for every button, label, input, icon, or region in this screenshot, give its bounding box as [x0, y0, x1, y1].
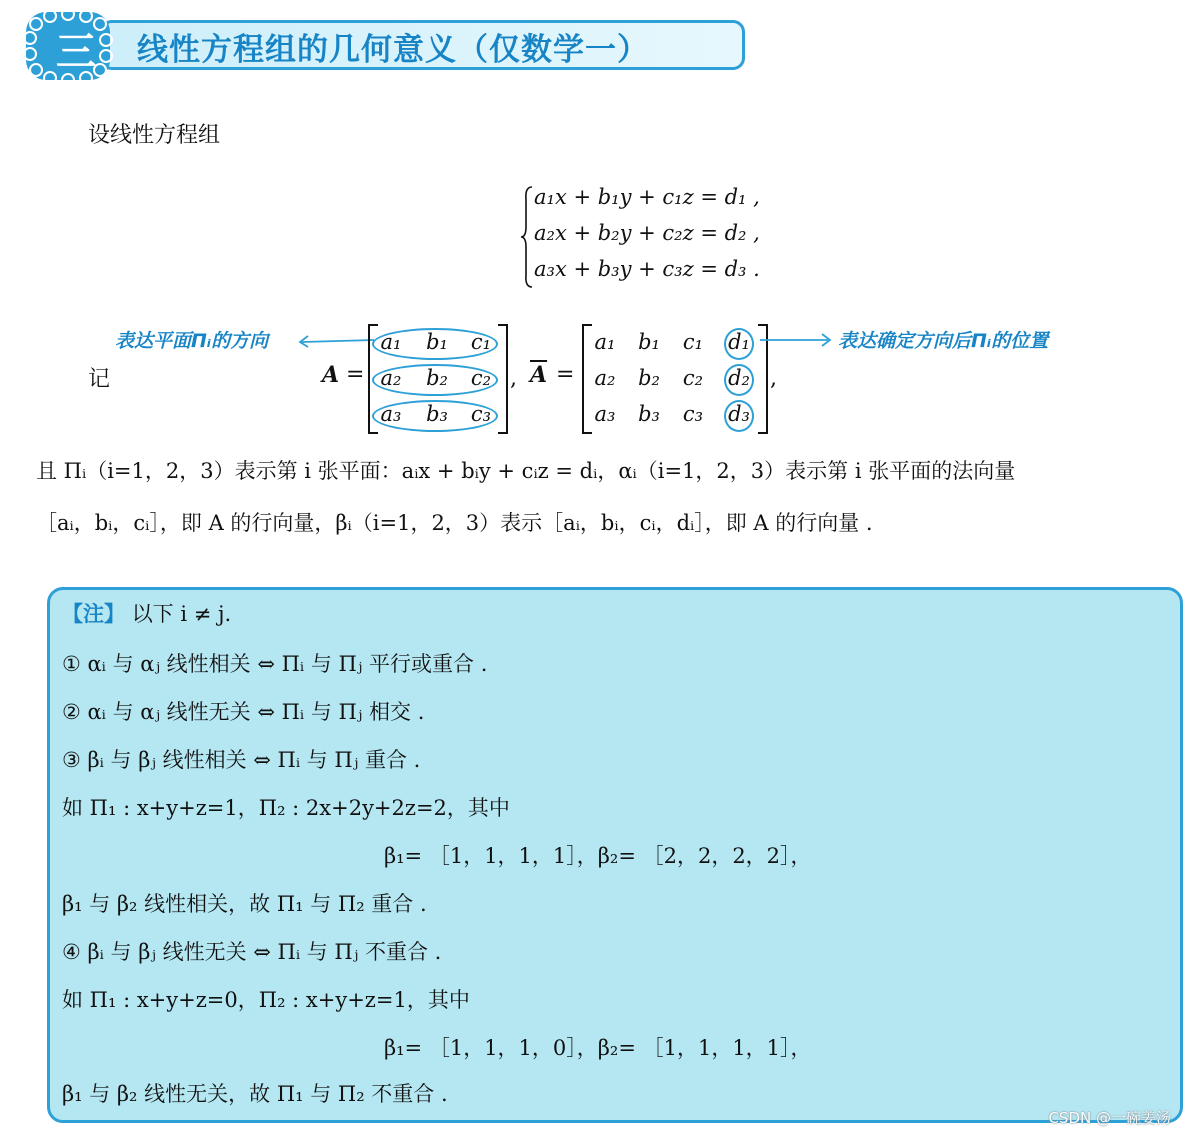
matrix-cell: d₃	[728, 402, 750, 426]
section-title: 线性方程组的几何意义（仅数学一）	[137, 32, 649, 68]
left-brace-icon	[520, 185, 534, 289]
matrix-A-label: A	[322, 362, 340, 388]
matrix-cell: c₂	[470, 366, 492, 390]
matrix-cell: b₁	[638, 330, 660, 354]
matrix-cell: d₁	[728, 330, 750, 354]
note-first-line: 以下 i ≠ j.	[131, 602, 232, 626]
equals-sign-2: =	[556, 362, 575, 387]
matrix-cell: d₂	[728, 366, 750, 390]
equation-1: a₁x + b₁y + c₁z = d₁ ,	[534, 185, 760, 209]
matrix-cell: a₃	[380, 402, 402, 426]
note-conclusion-2: β₁ 与 β₂ 线性无关，故 Π₁ 与 Π₂ 不重合 .	[62, 1082, 448, 1106]
matrix-cell: a₁	[380, 330, 402, 354]
note-header	[62, 598, 231, 628]
matrix-cell: b₂	[426, 366, 448, 390]
matrix-A-bar	[582, 324, 768, 434]
matrix-cell: c₃	[470, 402, 492, 426]
note-vector-1: β₁= ［1，1，1，1］，β₂= ［2，2，2，2］，	[384, 844, 812, 868]
matrix-cell: b₂	[638, 366, 660, 390]
equation-3: a₃x + b₃y + c₃z = d₃ .	[534, 257, 760, 281]
matrix-cell: b₃	[638, 402, 660, 426]
matrix-cell: c₁	[470, 330, 492, 354]
matrix-cell: c₃	[682, 402, 704, 426]
paragraph-2: ［aᵢ，bᵢ，cᵢ］，即 A 的行向量，βᵢ（i=1，2，3）表示［aᵢ，bᵢ，cᵢ，dᵢ］，即 A 的行向量 .	[36, 511, 873, 535]
equation-system	[520, 185, 770, 289]
matrix-Abar-label: $\overline{A}$	[530, 362, 548, 388]
arrow-left-icon	[296, 328, 376, 352]
matrix-cell: a₂	[380, 366, 402, 390]
section-number: 三	[56, 29, 96, 75]
intro-text: 设线性方程组	[88, 123, 221, 148]
matrix-cell: b₃	[426, 402, 448, 426]
matrix-cell: a₂	[594, 366, 616, 390]
comma-2: ,	[770, 366, 777, 391]
comma: ,	[510, 366, 517, 391]
note-item-2: ② αᵢ 与 αⱼ 线性无关 ⇔ Πᵢ 与 Πⱼ 相交 .	[62, 700, 425, 724]
matrix-cell: c₁	[682, 330, 704, 354]
note-item-3: ③ βᵢ 与 βⱼ 线性相关 ⇔ Πᵢ 与 Πⱼ 重合 .	[62, 748, 421, 772]
matrix-cell: c₂	[682, 366, 704, 390]
watermark: CSDN @一碗姜汤	[1048, 1109, 1171, 1127]
equals-sign: =	[346, 362, 365, 387]
arrow-right-icon	[758, 328, 836, 352]
note-example-2: 如 Π₁ : x+y+z=0，Π₂ : x+y+z=1，其中	[62, 988, 470, 1012]
ji-label: 记	[88, 367, 111, 392]
note-example-1: 如 Π₁ : x+y+z=1，Π₂ : 2x+2y+2z=2，其中	[62, 796, 510, 820]
equation-2: a₂x + b₂y + c₂z = d₂ ,	[534, 221, 760, 245]
note-item-1: ① αᵢ 与 αⱼ 线性相关 ⇔ Πᵢ 与 Πⱼ 平行或重合 .	[62, 652, 488, 676]
matrix-cell: a₁	[594, 330, 616, 354]
annotation-direction: 表达平面Πᵢ的方向	[115, 330, 269, 352]
note-item-4: ④ βᵢ 与 βⱼ 线性无关 ⇔ Πᵢ 与 Πⱼ 不重合 .	[62, 940, 442, 964]
matrix-cell: b₁	[426, 330, 448, 354]
note-conclusion-1: β₁ 与 β₂ 线性相关，故 Π₁ 与 Π₂ 重合 .	[62, 892, 427, 916]
annotation-position: 表达确定方向后Πᵢ的位置	[838, 330, 1049, 352]
paragraph-1: 且 Πᵢ（i=1，2，3）表示第 i 张平面：aᵢx + bᵢy + cᵢz = dᵢ，αᵢ（i=1，2，3）表示第 i 张平面的法向量	[36, 459, 1016, 483]
matrix-A	[368, 324, 508, 434]
note-tag: 【注】	[62, 602, 125, 626]
note-vector-2: β₁= ［1，1，1，0］，β₂= ［1，1，1，1］，	[384, 1036, 812, 1060]
matrix-cell: a₃	[594, 402, 616, 426]
